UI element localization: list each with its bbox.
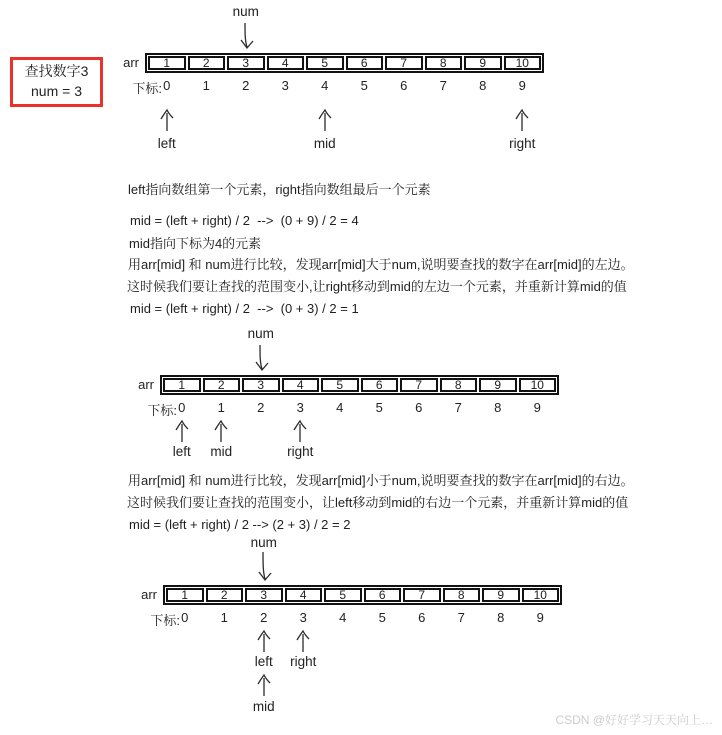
- index-label: 5: [360, 78, 368, 93]
- array-row: [145, 53, 544, 73]
- explanation-line: mid = (left + right) / 2 --> (2 + 3) / 2 = 2: [129, 517, 351, 532]
- index-label: 3: [296, 400, 304, 415]
- index-prefix: 下标:: [147, 403, 177, 418]
- num-label: num: [232, 4, 259, 19]
- index-label: 8: [497, 610, 505, 625]
- mid-pointer-label: mid: [313, 136, 336, 151]
- num-down-arrow-icon: [238, 22, 256, 56]
- num-down-arrow-icon: [256, 551, 274, 588]
- array-name-label: arr: [138, 377, 154, 392]
- index-label: 7: [439, 78, 447, 93]
- num-label: num: [247, 326, 274, 341]
- query-num-text: num = 3: [31, 83, 82, 99]
- array-cell: 6: [346, 56, 384, 70]
- index-label: 1: [220, 610, 228, 625]
- index-label: 2: [242, 78, 250, 93]
- array-cell: 10: [504, 56, 542, 70]
- array-cell: 3: [242, 378, 280, 392]
- mid-pointer-arrow-icon: [256, 671, 272, 702]
- array-cell: 7: [400, 378, 438, 392]
- left-pointer-label: left: [254, 654, 273, 669]
- explanation-line: 用arr[mid] 和 num进行比较，发现arr[mid]大于num,说明要查找的数字在arr[mid]的左边。: [128, 257, 634, 272]
- array-cell: 3: [245, 588, 283, 602]
- index-row: [163, 400, 556, 415]
- left-pointer-arrow-icon: [159, 106, 175, 137]
- index-row: [148, 78, 541, 93]
- explanation-line: mid = (left + right) / 2 --> (0 + 9) / 2 = 4: [130, 213, 359, 228]
- index-label: 6: [418, 610, 426, 625]
- array-name-label: arr: [141, 587, 157, 602]
- index-label: 0: [181, 610, 189, 625]
- right-pointer-label: right: [287, 444, 314, 459]
- array-cell: 4: [285, 588, 323, 602]
- array-cell: 1: [148, 56, 186, 70]
- array-cell: 1: [166, 588, 204, 602]
- array-cell: 8: [425, 56, 463, 70]
- array-row: [160, 375, 559, 395]
- array-cell: 10: [522, 588, 560, 602]
- mid-pointer-label: mid: [210, 444, 233, 459]
- array-name-label: arr: [123, 55, 139, 70]
- index-prefix: 下标:: [150, 613, 180, 628]
- array-cell: 6: [361, 378, 399, 392]
- index-label: 9: [533, 400, 541, 415]
- index-label: 6: [400, 78, 408, 93]
- array-row: [163, 585, 562, 605]
- explanation-line: mid = (left + right) / 2 --> (0 + 3) / 2 = 1: [130, 301, 359, 316]
- right-pointer-label: right: [509, 136, 536, 151]
- array-cell: 2: [203, 378, 241, 392]
- index-label: 4: [336, 400, 344, 415]
- explanation-line: 用arr[mid] 和 num进行比较，发现arr[mid]小于num,说明要查找的数字在arr[mid]的右边。: [128, 473, 634, 488]
- explanation-line: 这时候我们要让查找的范围变小,让right移动到mid的左边一个元素，并重新计算mid的值: [127, 279, 627, 294]
- left-pointer-label: left: [172, 444, 191, 459]
- array-cell: 5: [306, 56, 344, 70]
- index-label: 3: [299, 610, 307, 625]
- mid-pointer-label: mid: [252, 699, 275, 714]
- array-cell: 9: [464, 56, 502, 70]
- index-row: [166, 610, 559, 625]
- query-box: [10, 57, 103, 107]
- index-label: 4: [339, 610, 347, 625]
- explanation-line: mid指向下标为4的元素: [129, 236, 262, 251]
- array-cell: 10: [519, 378, 557, 392]
- array-cell: 8: [443, 588, 481, 602]
- array-cell: 2: [188, 56, 226, 70]
- index-label: 5: [378, 610, 386, 625]
- explanation-line: left指向数组第一个元素，right指向数组最后一个元素: [128, 182, 431, 197]
- index-label: 8: [479, 78, 487, 93]
- left-pointer-label: left: [157, 136, 176, 151]
- index-label: 2: [260, 610, 268, 625]
- mid-pointer-arrow-icon: [317, 106, 333, 137]
- array-cell: 5: [324, 588, 362, 602]
- index-label: 2: [257, 400, 265, 415]
- array-cell: 1: [163, 378, 201, 392]
- index-label: 1: [217, 400, 225, 415]
- num-label: num: [250, 535, 277, 550]
- right-pointer-label: right: [290, 654, 317, 669]
- index-prefix: 下标:: [132, 81, 162, 96]
- array-cell: 7: [385, 56, 423, 70]
- array-cell: 5: [321, 378, 359, 392]
- index-label: 0: [163, 78, 171, 93]
- index-label: 6: [415, 400, 423, 415]
- index-label: 3: [281, 78, 289, 93]
- index-label: 4: [321, 78, 329, 93]
- explanation-line: 这时候我们要让查找的范围变小，让left移动到mid的右边一个元素，并重新计算mid的值: [127, 495, 629, 510]
- array-cell: 3: [227, 56, 265, 70]
- array-cell: 9: [479, 378, 517, 392]
- array-cell: 7: [403, 588, 441, 602]
- watermark: CSDN @好好学习天天向上…: [555, 713, 713, 727]
- array-cell: 2: [206, 588, 244, 602]
- array-cell: 4: [282, 378, 320, 392]
- index-label: 7: [457, 610, 465, 625]
- index-label: 9: [536, 610, 544, 625]
- array-cell: 6: [364, 588, 402, 602]
- right-pointer-arrow-icon: [514, 106, 530, 137]
- index-label: 9: [518, 78, 526, 93]
- index-label: 0: [178, 400, 186, 415]
- num-down-arrow-icon: [253, 344, 271, 378]
- array-cell: 8: [440, 378, 478, 392]
- index-label: 8: [494, 400, 502, 415]
- array-cell: 4: [267, 56, 305, 70]
- index-label: 1: [202, 78, 210, 93]
- array-cell: 9: [482, 588, 520, 602]
- query-target-text: 查找数字3: [24, 63, 89, 80]
- index-label: 7: [454, 400, 462, 415]
- index-label: 5: [375, 400, 383, 415]
